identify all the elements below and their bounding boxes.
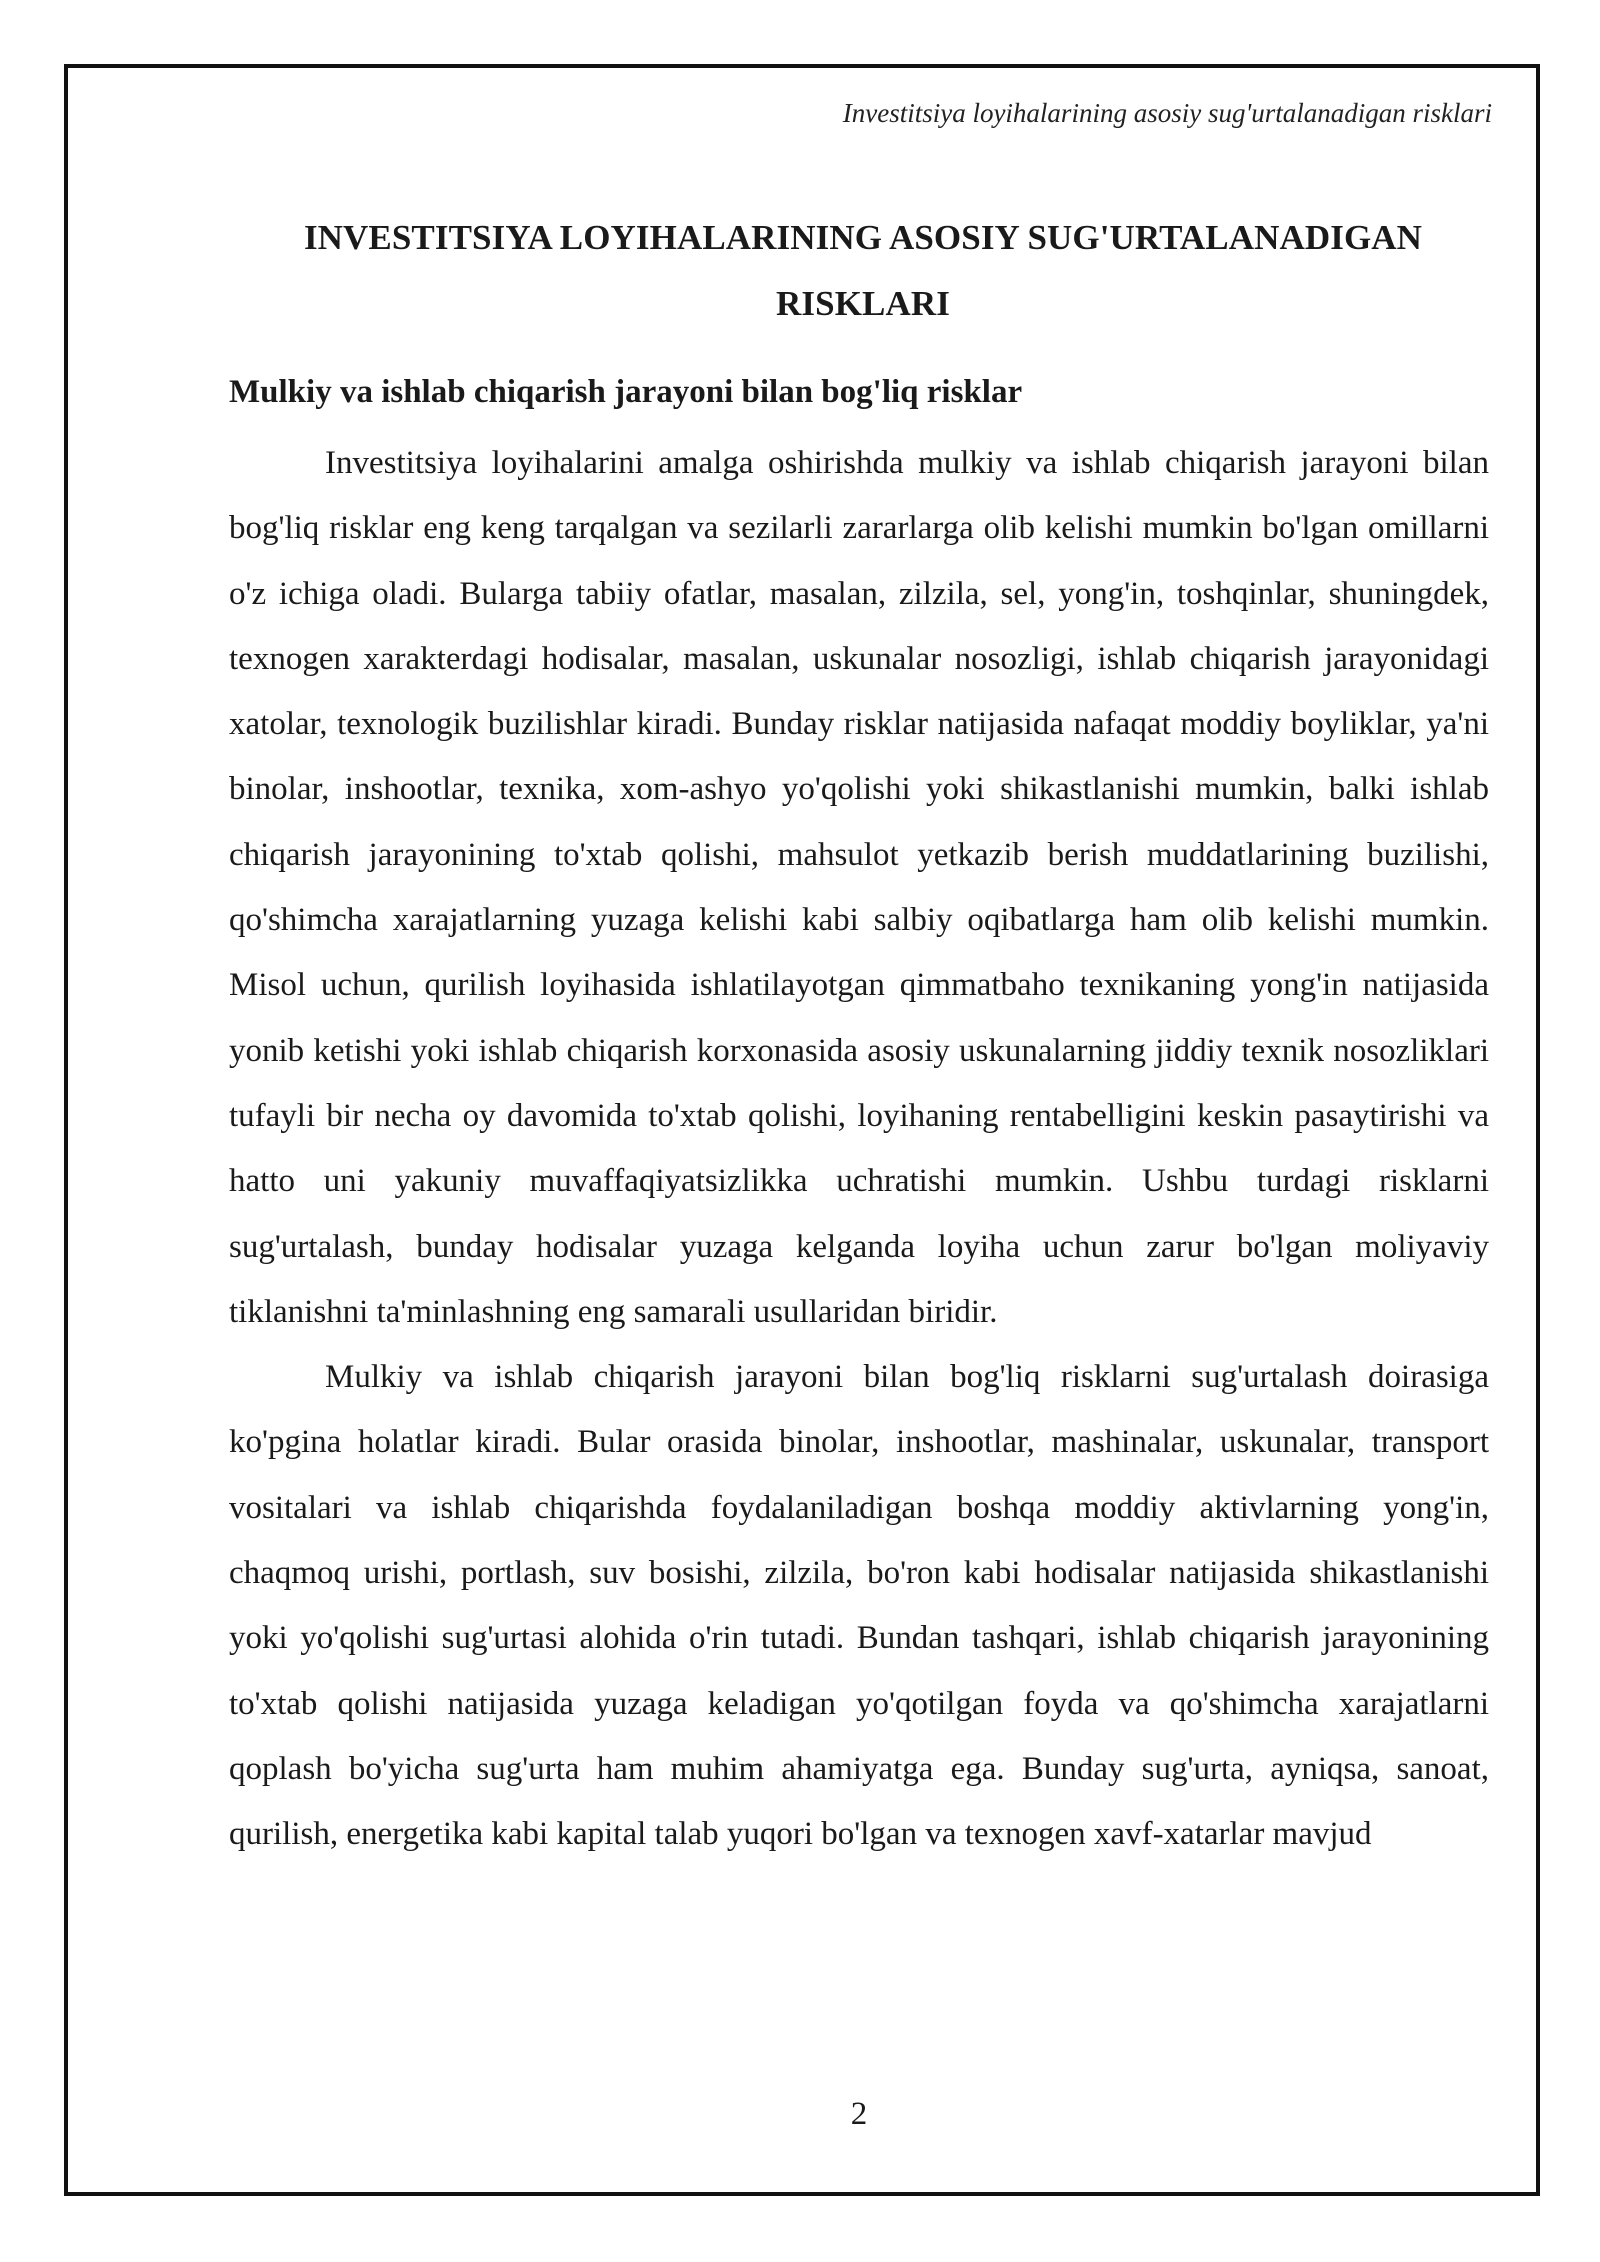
running-header: Investitsiya loyihalarining asosiy sug'urtalanadigan risklari [842,98,1492,128]
page-number: 2 [850,2096,868,2132]
body-paragraph: Mulkiy va ishlab chiqarish jarayoni bilan bog'liq risklarni sug'urtalash doirasiga ko'pgina holatlar kiradi. Bular orasida binolar, inshootlar, mashinalar, uskunalar, transport vositalari va ishlab chiqarishda foydalaniladigan boshqa moddiy aktivlarning yong'in, chaqmoq urishi, portlash, suv bosishi, zilzila, bo'ron kabi hodisalar natijasida shikastlanishi yoki yo'qolishi sug'urtasi alohida o'rin tutadi. Bundan tashqari, ishlab chiqarish jarayonining to'xtab qolishi natijasida yuzaga keladigan yo'qotilgan foyda va qo'shimcha xarajatlarni qoplash bo'yicha sug'urta ham muhim ahamiyatga ega. Bunday sug'urta, ayniqsa, sanoat, qurilish, energetika kabi kapital talab yuqori bo'lgan va texnogen xavf-xatarlar mavjud [229,1359,1489,1853]
body-paragraph: Investitsiya loyihalarini amalga oshirishda mulkiy va ishlab chiqarish jarayoni bilan bog'liq risklar eng keng tarqalgan va sezilarli zararlarga olib kelishi mumkin bo'lgan omillarni o'z ichiga oladi. Bularga tabiiy ofatlar, masalan, zilzila, sel, yong'in, toshqinlar, shuningdek, texnogen xarakterdagi hodisalar, masalan, uskunalar nosozligi, ishlab chiqarish jarayonidagi xatolar, texnologik buzilishlar kiradi. Bunday risklar natijasida nafaqat moddiy boyliklar, ya'ni binolar, inshootlar, texnika, xom-ashyo yo'qolishi yoki shikastlanishi mumkin, balki ishlab chiqarish jarayonining to'xtab qolishi, mahsulot yetkazib berish muddatlarining buzilishi, qo'shimcha xarajatlarning yuzaga kelishi kabi salbiy oqibatlarga ham olib kelishi mumkin. Misol uchun, qurilish loyihasida ishlatilayotgan qimmatbaho texnikaning yong'in natijasida yonib ketishi yoki ishlab chiqarish korxonasida asosiy uskunalarning jiddiy texnik nosozliklari tufayli bir necha oy davomida to'xtab qolishi, loyihaning rentabelligini keskin pasaytirishi va hatto uni yakuniy muvaffaqiyatsizlikka uchratishi mumkin. Ushbu turdagi risklarni sug'urtalash, bunday hodisalar yuzaga kelganda loyiha uchun zarur bo'lgan moliyaviy tiklanishni ta'minlashning eng samarali usullaridan biridir. [229,445,1489,1330]
document-body [229,205,1489,1868]
section-heading: Mulkiy va ishlab chiqarish jarayoni bilan bog'liq risklar [229,374,1023,410]
document-title: INVESTITSIYA LOYIHALARINING ASOSIY SUG'URTALANADIGAN RISKLARI [303,218,1423,323]
